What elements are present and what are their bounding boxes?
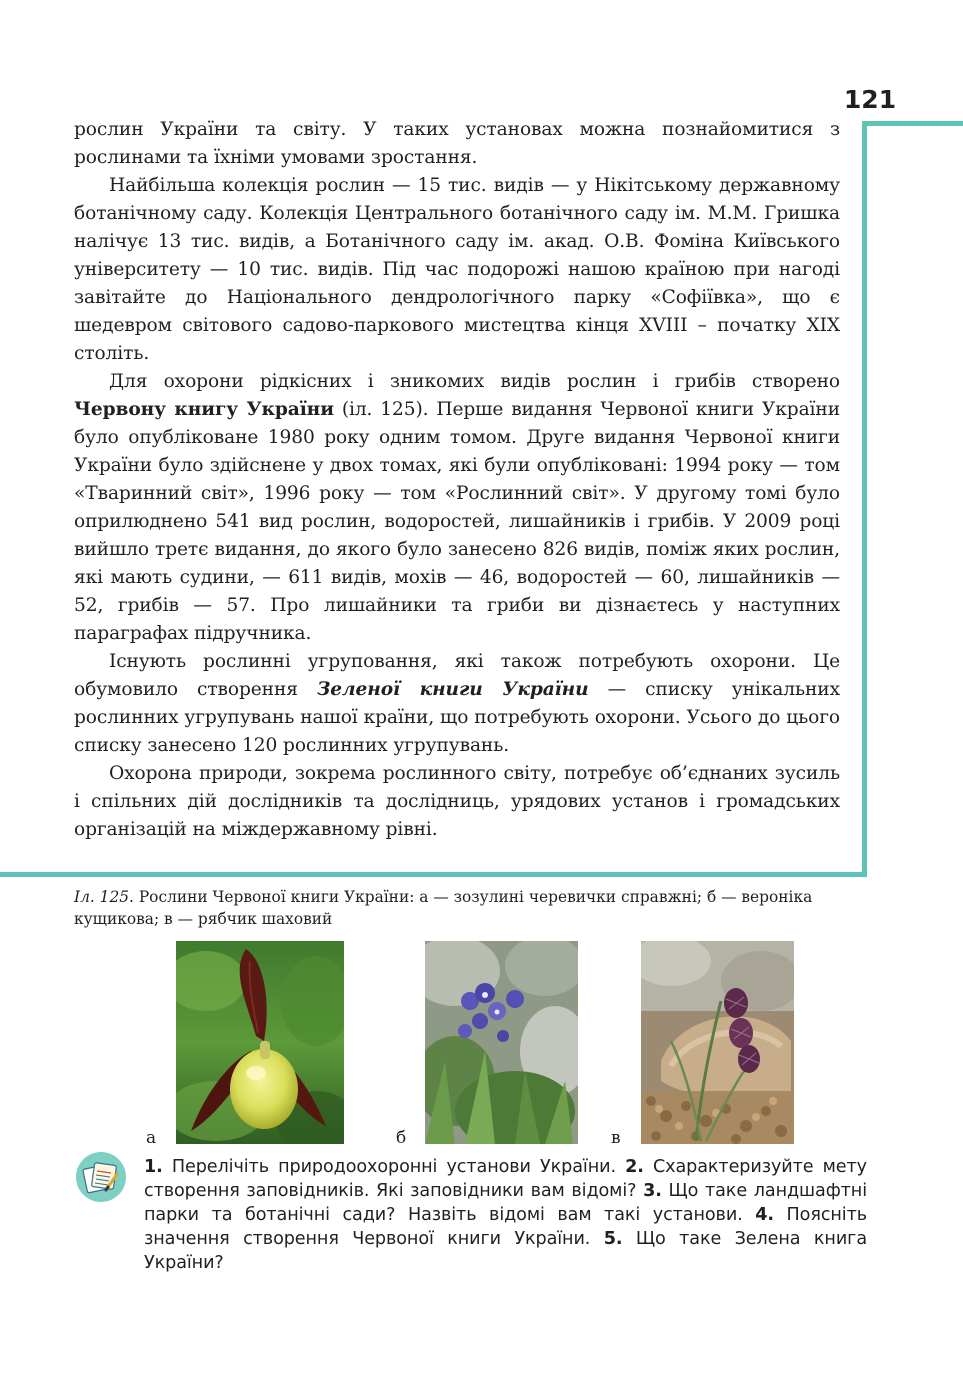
photo-letter-v: в <box>611 1128 621 1148</box>
photo-letter-a: а <box>146 1128 157 1148</box>
caption-text: Рослини Червоної книги України: а — зозулині черевички справжні; б — вероніка кущикова; в — рябчик шаховий <box>74 888 813 928</box>
main-text <box>74 116 840 844</box>
page-number: 121 <box>843 85 897 114</box>
paragraph <box>74 116 840 172</box>
emphasized-term: Червону книгу України <box>74 399 334 420</box>
question-number: 5. <box>603 1229 623 1249</box>
question-number: 2. <box>625 1157 644 1177</box>
question-text: Перелічіть природоохоронні установи України. <box>162 1157 626 1177</box>
question-number: 1. <box>144 1157 163 1177</box>
paragraph <box>74 648 840 760</box>
questions-block <box>144 1155 867 1275</box>
question-text: Що таке Зелена книга України? <box>144 1229 867 1273</box>
photo-lady-slipper-orchid <box>176 941 344 1144</box>
paragraph-text: — списку унікальних рослинних угрупувань нашої країни, що потребують охорони. Усього до цього списку занесено 120 рослинних угрупувань. <box>74 679 840 756</box>
question-text: Що таке ландшафтні парки та ботанічні сади? Назвіть відомі вам такі установи. <box>144 1181 867 1225</box>
paragraph-text: (іл. 125). Перше видання Червоної книги України було опубліковане 1980 року одним томом. Друге видання Червоної книги України було здійснене у двох томах, які були опубліковані: 1994 року — том «Тваринний світ», 1996 року — том «Рослинний світ». У другому томі було оприлюднено 541 вид рослин, водоростей, лишайників і грибів. У 2009 році вийшло третє видання, до якого було занесено 826 видів, поміж яких рослин, які мають судини, — 611 видів, мохів — 46, водоростей — 60, лишайників — 52, грибів — 57. Про лишайники та гриби ви дізнаєтесь у наступних параграфах підручника. <box>74 399 840 644</box>
caption-ref: Іл. 125. <box>74 888 134 906</box>
photo-fritillary <box>641 941 794 1144</box>
question-text: Поясніть значення створення Червоної книги України. <box>144 1205 867 1249</box>
paragraph <box>74 368 840 648</box>
frame-bottom-line <box>0 872 867 877</box>
questions-notebook-icon <box>76 1152 126 1202</box>
paragraph-text: Для охорони рідкісних і зникомих видів рослин і грибів створено <box>109 371 840 392</box>
paragraph <box>74 760 840 844</box>
question-text: Схарактеризуйте мету створення заповідників. Які заповідники вам відомі? <box>144 1157 867 1201</box>
frame-top-line <box>862 121 963 126</box>
paragraph <box>74 172 840 368</box>
photo-letter-b: б <box>396 1128 407 1148</box>
paragraph-text: рослин України та світу. У таких установах можна познайомитися з рослинами та їхніми умовами зростання. <box>74 119 840 168</box>
paragraph-text: Охорона природи, зокрема рослинного світу, потребує об’єднаних зусиль і спільних дій дослідників та дослідниць, урядових установ і громадських організацій на міждержавному рівні. <box>74 763 840 840</box>
paragraph-text: Найбільша колекція рослин — 15 тис. видів — у Нікітському державному ботанічному саду. Колекція Центрального ботанічного саду ім. М.М. Гришка налічує 13 тис. видів, а Ботанічного саду ім. акад. О.В. Фоміна Київського університету — 10 тис. видів. Під час подорожі нашою країною при нагоді завітайте до Національного дендрологічного парку «Софіївка», що є шедевром світового садово-паркового мистецтва кінця XVIII – початку XIX століть. <box>74 175 840 364</box>
paragraph-text: Існують рослинні угруповання, які також потребують охорони. Це обумовило створення <box>74 651 840 700</box>
photo-veronica <box>425 941 578 1144</box>
emphasized-term: Зеленої книги України <box>316 679 589 700</box>
frame-right-line <box>862 121 867 877</box>
question-number: 4. <box>755 1205 774 1225</box>
figure-caption <box>74 886 874 930</box>
question-number: 3. <box>643 1181 662 1201</box>
